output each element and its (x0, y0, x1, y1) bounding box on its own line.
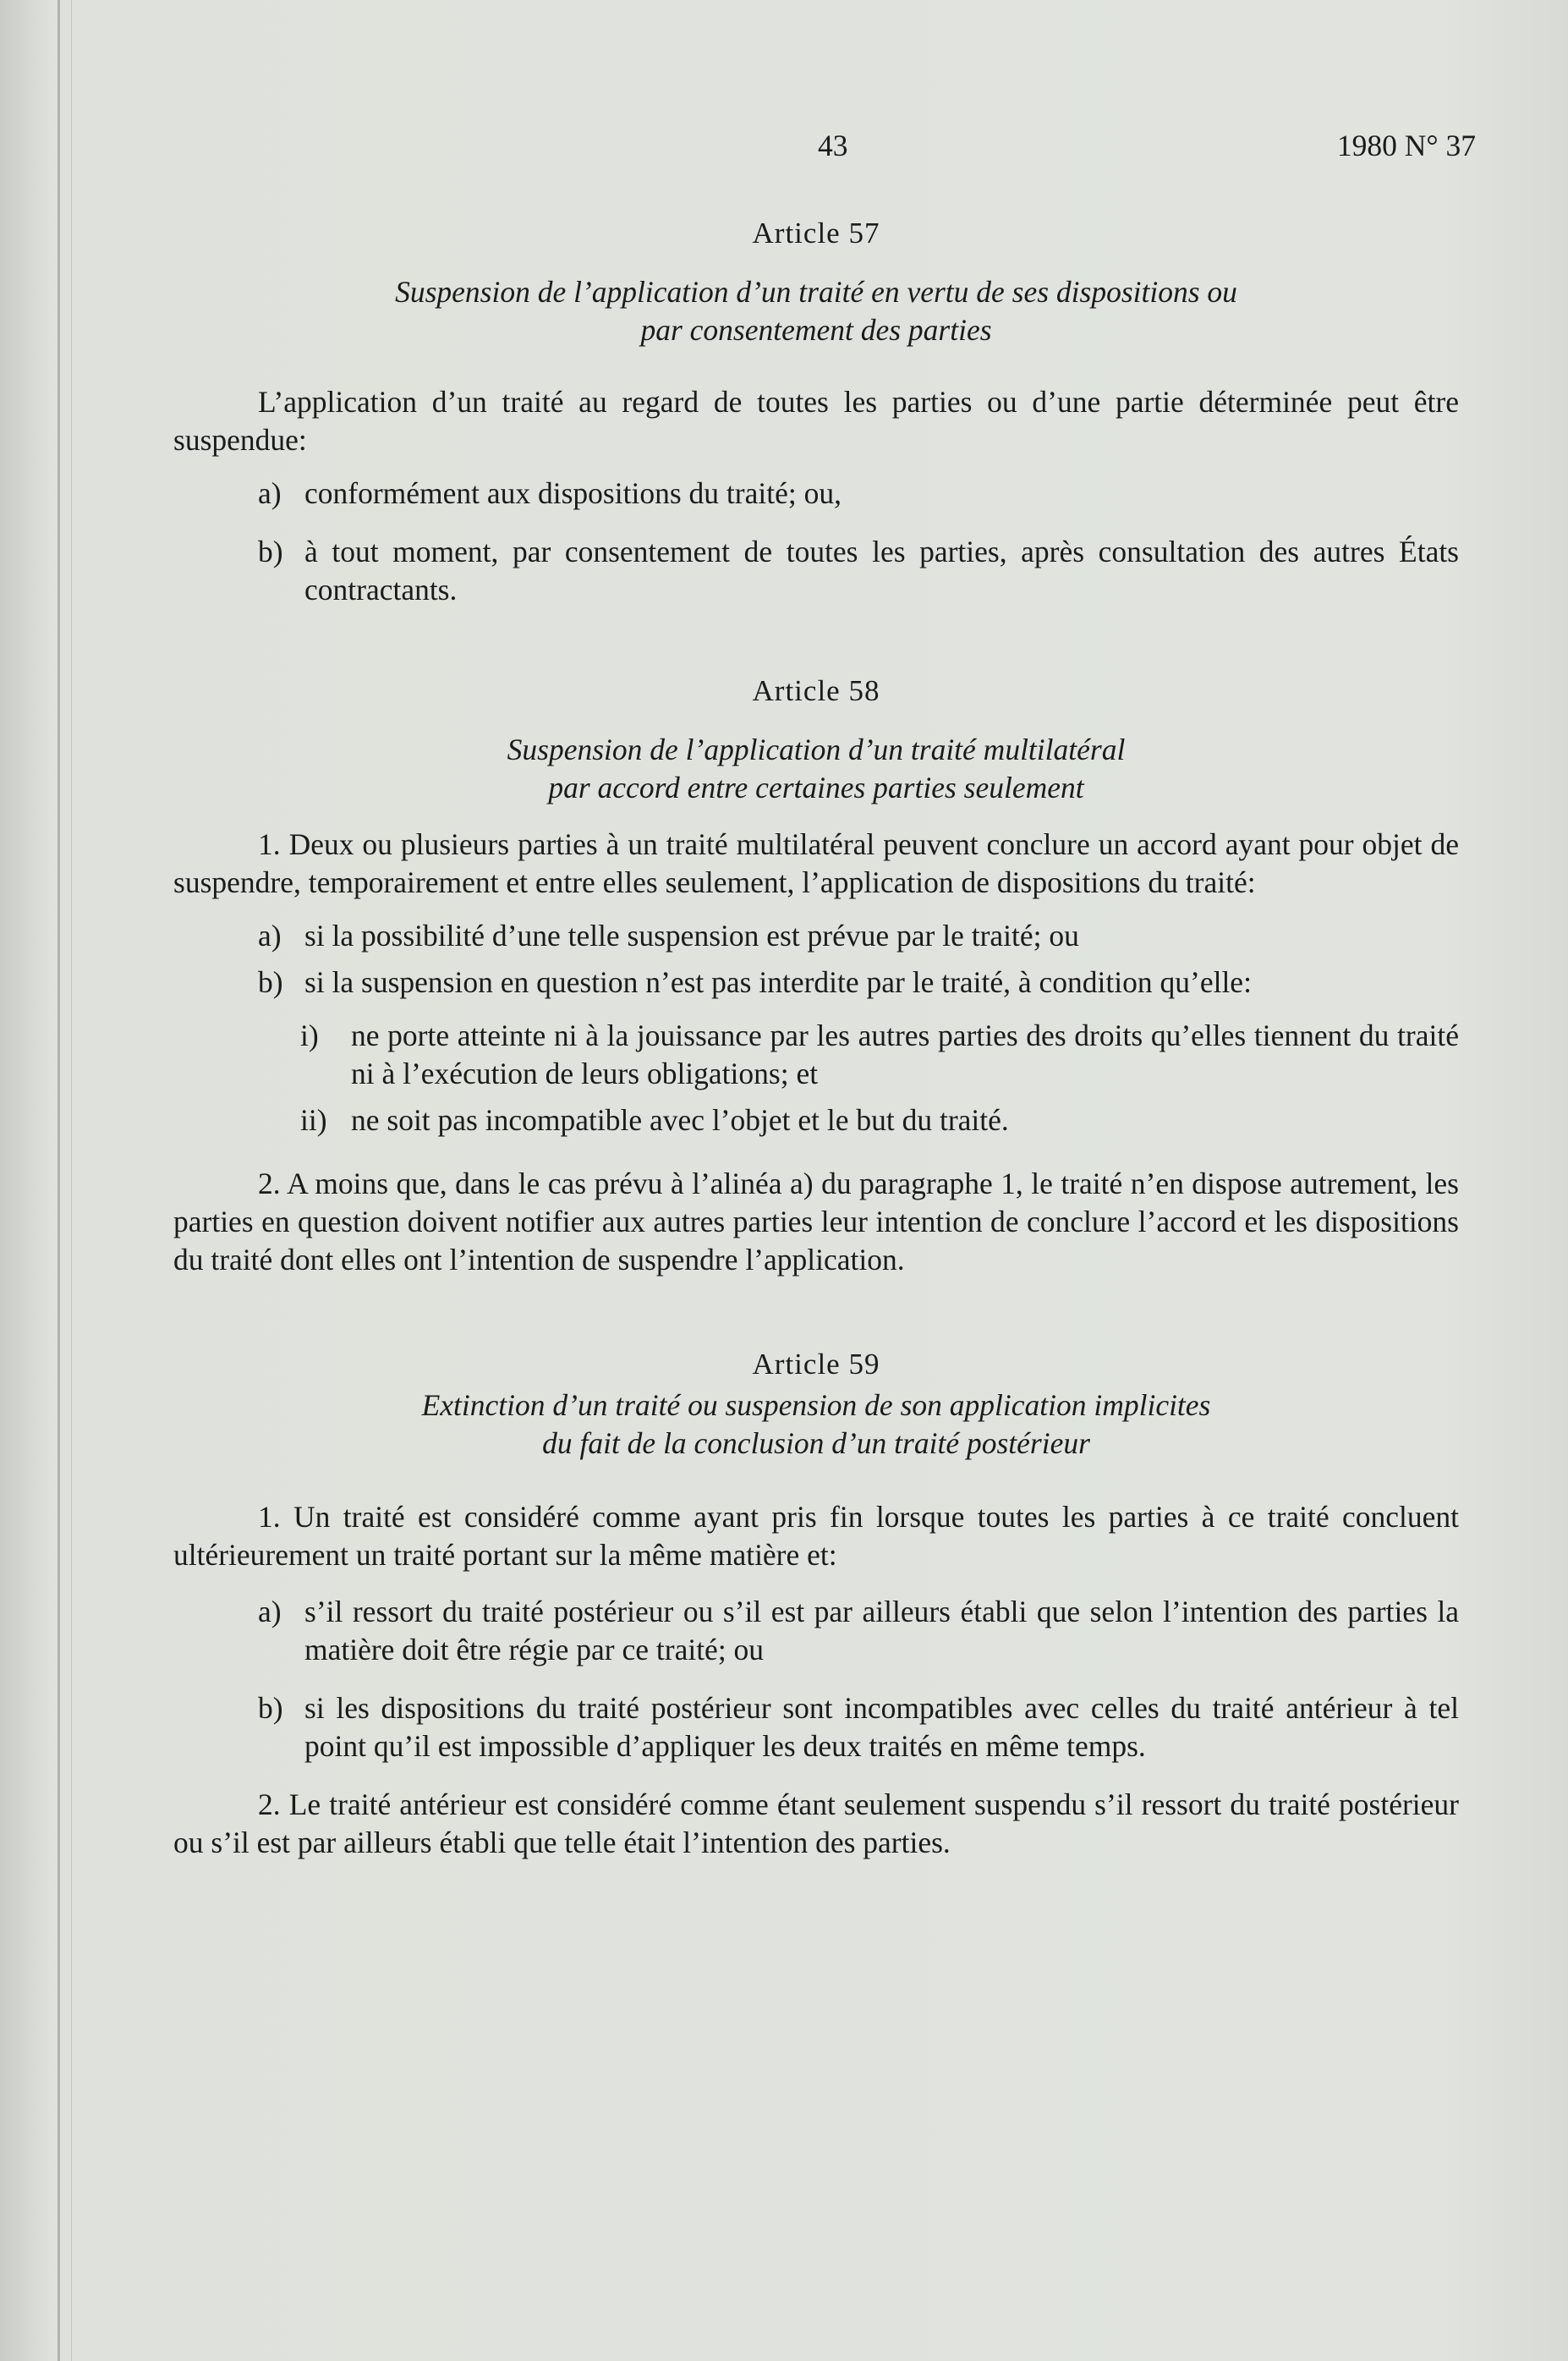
item-label: a) (258, 476, 282, 510)
list-item (258, 475, 1459, 513)
item-label: a) (258, 1595, 282, 1628)
item-text: s’il ressort du traité postérieur ou s’il est par ailleurs établi que selon l’intention des parties la matière doit être régie par ce traité; ou (304, 1595, 1459, 1666)
item-text: conformément aux dispositions du traité; ou, (304, 476, 842, 510)
article-heading: Article 59 (752, 1348, 880, 1381)
article-title-line: Suspension de l’application d’un traité en vertu de ses dispositions ou (395, 275, 1237, 309)
article-58 (173, 672, 1459, 1279)
item-label: a) (258, 919, 282, 953)
list-item (258, 533, 1459, 609)
item-text: à tout moment, par consentement de toutes les parties, après consultation des autres États contractants. (304, 535, 1459, 607)
item-text: si la possibilité d’une telle suspension est prévue par le traité; ou (304, 919, 1079, 953)
document-body (173, 127, 1476, 1862)
article-title-line: du fait de la conclusion d’un traité postérieur (542, 1426, 1090, 1460)
sub-item (300, 1017, 1459, 1093)
item-text: ne porte atteinte ni à la jouissance par les autres parties des droits qu’elles tiennent du traité ni à l’exécution de leurs obligations; et (351, 1019, 1459, 1090)
article-heading: Article 57 (752, 217, 880, 250)
article-title-line: Suspension de l’application d’un traité multilatéral (507, 733, 1126, 766)
article-paragraph: 2. A moins que, dans le cas prévu à l’alinéa a) du paragraphe 1, le traité n’en dispose autrement, les parties en question doivent notifier aux autres parties leur intention de conclure l’accord et les dispositions du traité dont elles ont l’intention de suspendre l’application. (173, 1167, 1459, 1277)
item-label: i) (300, 1019, 319, 1052)
page-header (173, 127, 1476, 178)
sub-item (300, 1101, 1459, 1139)
article-paragraph: L’application d’un traité au regard de toutes les parties ou d’une partie déterminée peut être suspendue: (173, 385, 1459, 457)
item-label: b) (258, 535, 283, 568)
item-label: ii) (300, 1103, 327, 1137)
list-item (258, 1593, 1459, 1669)
list-item (258, 964, 1459, 1002)
article-paragraph: 1. Un traité est considéré comme ayant pris fin lorsque toutes les parties à ce traité concluent ultérieurement un traité portant sur la même matière et: (173, 1500, 1459, 1572)
article-title-line: par accord entre certaines parties seulement (548, 771, 1084, 804)
list-item (258, 917, 1459, 955)
article-title-line: par consentement des parties (640, 313, 992, 347)
item-text: si la suspension en question n’est pas interdite par le traité, à condition qu’elle: (304, 965, 1252, 999)
article-paragraph: 1. Deux ou plusieurs parties à un traité multilatéral peuvent conclure un accord ayant pour objet de suspendre, temporairement et entre elles seulement, l’application de dispositions du traité: (173, 827, 1459, 899)
page-number: 43 (818, 129, 848, 162)
article-57 (173, 214, 1459, 609)
running-head: 1980 N° 37 (1336, 129, 1476, 162)
item-text: si les dispositions du traité postérieur sont incompatibles avec celles du traité antérieur à tel point qu’il est impossible d’appliquer les deux traités en même temps. (304, 1691, 1459, 1763)
article-59 (173, 1345, 1459, 1862)
article-heading: Article 58 (752, 674, 880, 707)
item-label: b) (258, 1691, 283, 1725)
binding-edge-secondary (71, 0, 72, 2361)
article-title-line: Extinction d’un traité ou suspension de son application implicites (421, 1388, 1211, 1422)
article-paragraph: 2. Le traité antérieur est considéré comme étant seulement suspendu s’il ressort du traité postérieur ou s’il est par ailleurs établi que telle était l’intention des parties. (173, 1787, 1459, 1859)
item-text: ne soit pas incompatible avec l’objet et le but du traité. (351, 1103, 1009, 1137)
list-item (258, 1689, 1459, 1765)
item-label: b) (258, 965, 283, 999)
binding-edge (58, 0, 60, 2361)
